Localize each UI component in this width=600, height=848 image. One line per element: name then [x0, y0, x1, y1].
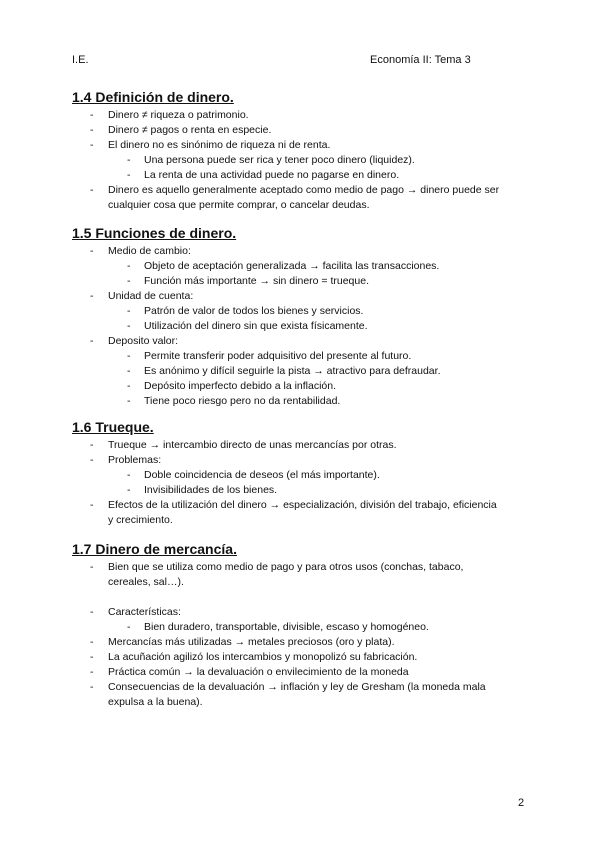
list-item: - La acuñación agilizó los intercambios y monopolizó su fabricación.	[72, 650, 532, 665]
list-item: - Bien duradero, transportable, divisible, escaso y homogéneo.	[72, 620, 532, 635]
list-item: - Bien que se utiliza como medio de pago y para otros usos (conchas, tabaco,	[72, 560, 532, 575]
list-item: - Una persona puede ser rica y tener poco dinero (liquidez).	[72, 153, 532, 168]
list-item: - Objeto de aceptación generalizada → facilita las transacciones.	[72, 259, 532, 274]
list-item: - Invisibilidades de los bienes.	[72, 483, 532, 498]
list-item: - Depósito imperfecto debido a la inflación.	[72, 379, 532, 394]
list-item-continuation: expulsa a la buena).	[108, 696, 203, 708]
list-item: - Unidad de cuenta:	[72, 289, 532, 304]
page-number: 2	[518, 797, 525, 809]
section-1-7	[72, 541, 532, 710]
list-item: - Consecuencias de la devaluación → inflación y ley de Gresham (la moneda mala	[72, 680, 532, 695]
list-item-continuation: y crecimiento.	[108, 514, 173, 526]
blank-line	[72, 590, 532, 605]
list-item: - Deposito valor:	[72, 334, 532, 349]
header-right: Economía II: Tema 3	[370, 54, 471, 66]
list-item: - Es anónimo y difícil seguirle la pista → atractivo para defraudar.	[72, 364, 532, 379]
list-item: - Doble coincidencia de deseos (el más importante).	[72, 468, 532, 483]
list-item: - Práctica común → la devaluación o envilecimiento de la moneda	[72, 665, 532, 680]
section-title: 1.5 Funciones de dinero.	[72, 225, 237, 241]
list-item: - Mercancías más utilizadas → metales preciosos (oro y plata).	[72, 635, 532, 650]
list-item: - El dinero no es sinónimo de riqueza ni de renta.	[72, 138, 532, 153]
section-1-6	[72, 419, 532, 528]
list-item: - La renta de una actividad puede no pagarse en dinero.	[72, 168, 532, 183]
list-item: - Permite transferir poder adquisitivo del presente al futuro.	[72, 349, 532, 364]
list-item-continuation: cereales, sal…).	[108, 576, 184, 588]
list-item: - Utilización del dinero sin que exista físicamente.	[72, 319, 532, 334]
list-item: - Dinero es aquello generalmente aceptado como medio de pago → dinero puede ser	[72, 183, 532, 198]
list-item: - Medio de cambio:	[72, 244, 532, 259]
section-title: 1.6 Trueque.	[72, 419, 154, 435]
section-title: 1.7 Dinero de mercancía.	[72, 541, 237, 557]
section-1-4	[72, 89, 532, 213]
list-item: - Función más importante → sin dinero = trueque.	[72, 274, 532, 289]
list-item: - Dinero ≠ pagos o renta en especie.	[72, 123, 532, 138]
list-item: - Patrón de valor de todos los bienes y servicios.	[72, 304, 532, 319]
list-item: - Problemas:	[72, 453, 532, 468]
section-1-5	[72, 225, 532, 409]
section-title: 1.4 Definición de dinero.	[72, 89, 234, 105]
list-item: - Trueque → intercambio directo de unas mercancías por otras.	[72, 438, 532, 453]
list-item: - Características:	[72, 605, 532, 620]
list-item: - Dinero ≠ riqueza o patrimonio.	[72, 108, 532, 123]
list-item: - Efectos de la utilización del dinero → especialización, división del trabajo, eficiencia	[72, 498, 532, 513]
header-left: I.E.	[72, 54, 89, 66]
list-item: - Tiene poco riesgo pero no da rentabilidad.	[72, 394, 532, 409]
list-item-continuation: cualquier cosa que permite comprar, o cancelar deudas.	[108, 199, 370, 211]
